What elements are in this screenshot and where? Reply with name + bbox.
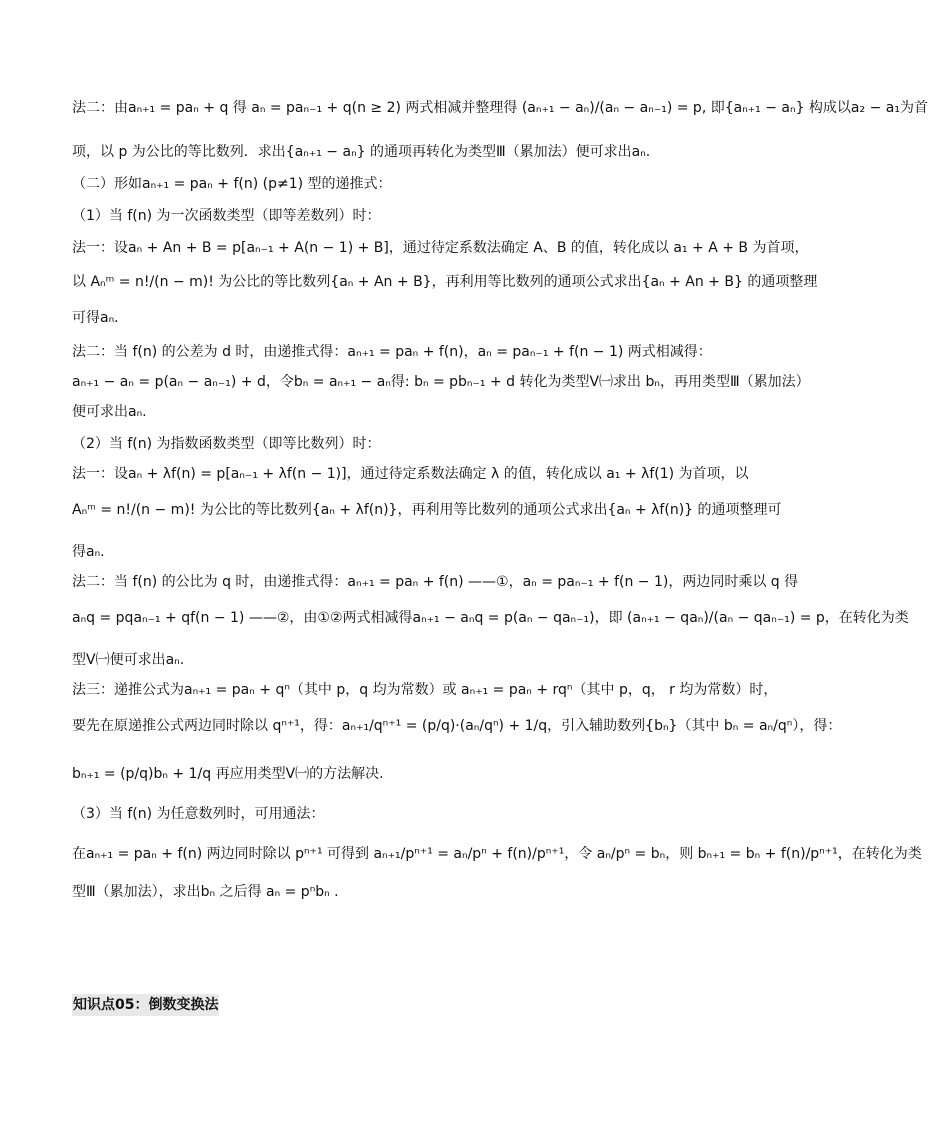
text-line: 可得aₙ. [72, 310, 119, 326]
text-line: 项，以 p 为公比的等比数列．求出{aₙ₊₁ − aₙ} 的通项再转化为类型Ⅲ（累加法）便可求出aₙ. [72, 144, 651, 160]
text-line: （2）当 f(n) 为指数函数类型（即等比数列）时： [72, 436, 381, 452]
text-line: （1）当 f(n) 为一次函数类型（即等差数列）时： [72, 208, 381, 224]
text-line: 法三：递推公式为aₙ₊₁ = paₙ + qⁿ（其中 p，q 均为常数）或 aₙ₊₁ = paₙ + rqⁿ（其中 p，q， r 均为常数）时， [72, 682, 778, 698]
text-line: 型Ⅴ㈠便可求出aₙ. [72, 652, 185, 668]
text-line: aₙq = pqaₙ₋₁ + qf(n − 1) ——②，由①②两式相减得aₙ₊₁ − aₙq = p(aₙ − qaₙ₋₁)，即 (aₙ₊₁ − qaₙ)/(aₙ − qaₙ₋₁) = p，在转化为类 [72, 610, 909, 626]
text-line: 法一：设aₙ + λf(n) = p[aₙ₋₁ + λf(n − 1)]，通过待定系数法确定 λ 的值，转化成以 a₁ + λf(1) 为首项，以 [72, 466, 749, 482]
text-line: aₙ₊₁ − aₙ = p(aₙ − aₙ₋₁) + d，令bₙ = aₙ₊₁ − aₙ得: bₙ = pbₙ₋₁ + d 转化为类型Ⅴ㈠求出 bₙ，再用类型Ⅲ（累加法） [72, 374, 810, 390]
section-heading: 知识点05：倒数变换法 [72, 994, 219, 1016]
text-line: 法二：由aₙ₊₁ = paₙ + q 得 aₙ = paₙ₋₁ + q(n ≥ 2) 两式相减并整理得 (aₙ₊₁ − aₙ)/(aₙ − aₙ₋₁) = p, 即{aₙ₊₁ − aₙ} 构成以a₂ − a₁为首 [72, 100, 928, 116]
text-line: 便可求出aₙ. [72, 404, 147, 420]
text-line: 法二：当 f(n) 的公比为 q 时，由递推式得：aₙ₊₁ = paₙ + f(n) ——①，aₙ = paₙ₋₁ + f(n − 1)，两边同时乘以 q 得 [72, 574, 799, 590]
text-line: 法二：当 f(n) 的公差为 d 时，由递推式得：aₙ₊₁ = paₙ + f(n)，aₙ = paₙ₋₁ + f(n − 1) 两式相减得： [72, 344, 712, 360]
text-line: Aₙᵐ = n!/(n − m)! 为公比的等比数列{aₙ + λf(n)}，再利用等比数列的通项公式求出{aₙ + λf(n)} 的通项整理可 [72, 502, 782, 518]
text-line: （3）当 f(n) 为任意数列时，可用通法： [72, 806, 325, 822]
text-line: 法一：设aₙ + An + B = p[aₙ₋₁ + A(n − 1) + B]，通过待定系数法确定 A、B 的值，转化成以 a₁ + A + B 为首项， [72, 240, 809, 256]
text-line: 以 Aₙᵐ = n!/(n − m)! 为公比的等比数列{aₙ + An + B}，再利用等比数列的通项公式求出{aₙ + An + B} 的通项整理 [72, 274, 818, 290]
text-line: 在aₙ₊₁ = paₙ + f(n) 两边同时除以 pⁿ⁺¹ 可得到 aₙ₊₁/pⁿ⁺¹ = aₙ/pⁿ + f(n)/pⁿ⁺¹，令 aₙ/pⁿ = bₙ，则 bₙ₊₁ = bₙ + f(n)/pⁿ⁺¹，在转化为类 [72, 846, 922, 862]
text-line: bₙ₊₁ = (p/q)bₙ + 1/q 再应用类型Ⅴ㈠的方法解决. [72, 766, 384, 782]
text-line: （二）形如aₙ₊₁ = paₙ + f(n) (p≠1) 型的递推式： [72, 176, 392, 192]
text-line: 型Ⅲ（累加法），求出bₙ 之后得 aₙ = pⁿbₙ . [72, 884, 339, 900]
text-line: 得aₙ. [72, 544, 105, 560]
text-line: 要先在原递推公式两边同时除以 qⁿ⁺¹，得：aₙ₊₁/qⁿ⁺¹ = (p/q)·(aₙ/qⁿ) + 1/q，引入辅助数列{bₙ}（其中 bₙ = aₙ/qⁿ），得： [72, 718, 842, 734]
